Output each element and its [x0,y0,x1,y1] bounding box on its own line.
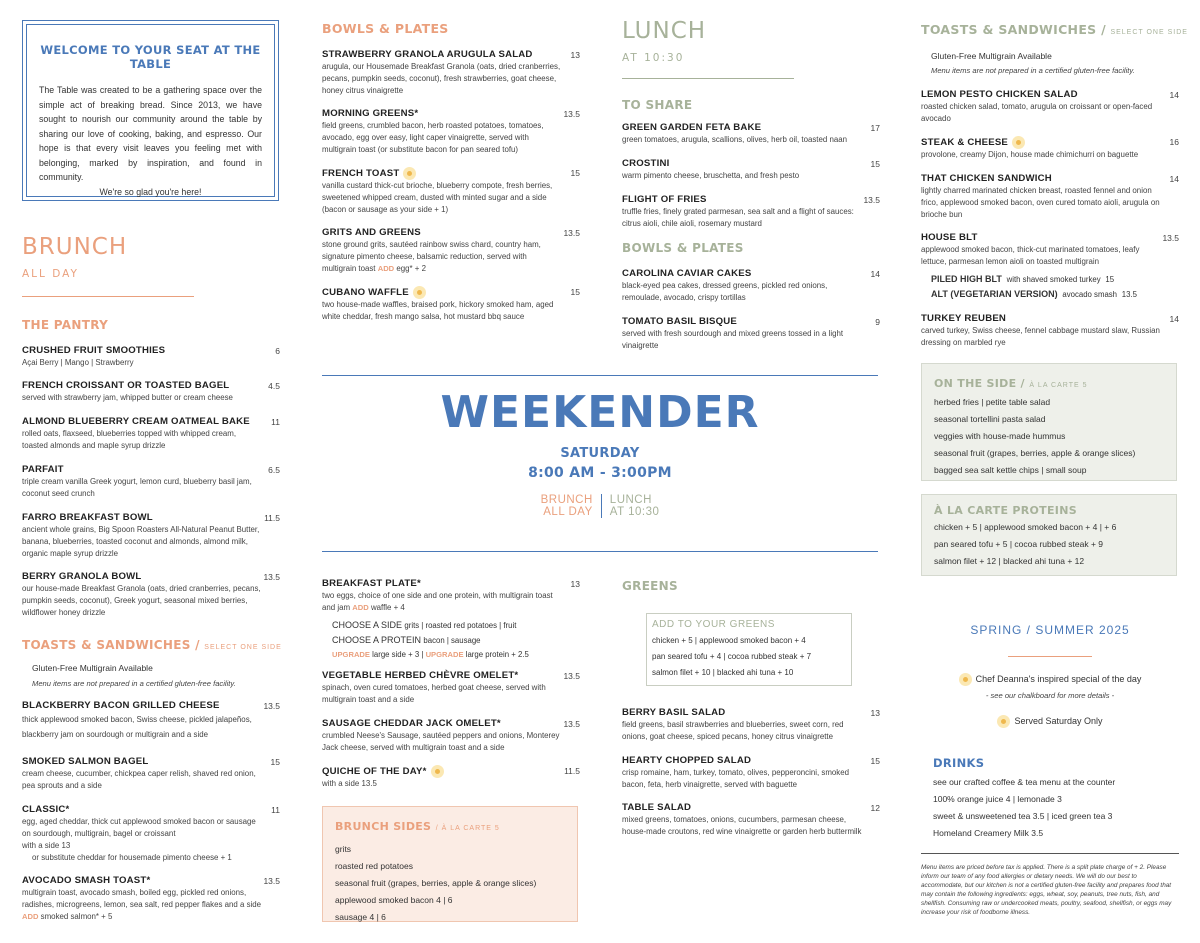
share-title: TO SHARE [622,98,693,112]
menu-item: HOUSE BLT 13.5 applewood smoked bacon, thick-cut marinated tomatoes, leafy lettuce, parmesan lemon aioli on toasted multigrain [921,232,1179,266]
welcome-body: The Table was created to be a gathering space over the simple act of breaking bread. Since 2013, we have sought to nourish our community around the table by sharing our love of cooking, baking, and espresso. Our hope is that every visit leaves you feeling met with belonging, marked by inspiration, and found in community. [39,85,262,182]
list-item: herbed fries | petite table salad [934,397,1051,407]
weekender-title: WEEKENDER [440,387,760,438]
lunch-title: LUNCH [622,18,707,44]
menu-item: BREAKFAST PLATE* 13 two eggs, choice of one side and one protein, with multigrain toast and jam ADD waffle + 4 [322,578,580,612]
list-item: chicken + 5 | applewood smoked bacon + 4 [652,636,806,645]
breakfast-options: CHOOSE A SIDE grits | roasted red potatoes | fruit CHOOSE A PROTEIN bacon | sausage UPGRADE large side + 3 | UPGRADE large protein + 2.5 [332,620,529,659]
menu-item: VEGETABLE HERBED CHÈVRE OMELET* 13.5 spinach, oven cured tomatoes, herbed goat cheese, served with multigrain toast and a side [322,670,580,704]
menu-item: CLASSIC* 11 egg, aged cheddar, thick cut applewood smoked bacon or sausage on sourdough, multigrain, bagel or croissant with a side 13 or substitute cheddar for housemade pimento cheese + 1 [22,804,280,862]
welcome-closing: We're so glad you're here! [99,186,202,197]
menu-item: QUICHE OF THE DAY* 11.5 with a side 13.5 [322,766,580,789]
menu-item: SAUSAGE CHEDDAR JACK OMELET* 13.5 crumbled Neese's Sausage, sautéed peppers and onions, Monterey Jack cheese, served with multigrain toast and a side [322,718,580,752]
list-item: seasonal fruit (grapes, berries, apple & orange slices) [335,878,537,888]
weekender-hours: 8:00 AM - 3:00PM [528,465,672,481]
greens-title: GREENS [622,579,678,593]
blt-variants: PILED HIGH BLT with shaved smoked turkey 15 ALT (VEGETARIAN VERSION) avocado smash 13.5 [931,274,1137,299]
sun-icon [413,286,426,299]
add-greens-title: ADD TO YOUR GREENS [652,619,775,630]
toasts-title: TOASTS & SANDWICHES / SELECT ONE SIDE [22,638,282,652]
sun-icon [959,673,972,686]
menu-item: SMOKED SALMON BAGEL 15 cream cheese, cucumber, chickpea caper relish, shaved red onion, pea sprouts and a side [22,756,280,790]
list-item: seasonal fruit (grapes, berries, apple & orange slices) [934,448,1136,458]
brunch-divider [22,296,194,297]
brunch-subtitle: ALL DAY [22,268,79,280]
special-line: Chef Deanna's inspired special of the day [921,673,1179,686]
menu-item: STRAWBERRY GRANOLA ARUGULA SALAD 13 arugula, our Housemade Breakfast Granola (oats, dried cranberries, pecans, pumpkin seeds, coconut), fresh strawberries, goat cheese, honey citrus vinaigrette [322,49,580,95]
list-item: salmon filet + 10 | blacked ahi tuna + 10 [652,668,794,677]
drinks-title: DRINKS [933,756,985,770]
menu-item: CUBANO WAFFLE 15 two house-made waffles, braised pork, hickory smoked ham, aged white cheddar, fresh mango salsa, hot mustard bbq sauce [322,287,580,322]
gf-note: Gluten-Free Multigrain Available [32,663,153,673]
brunch-title: BRUNCH [22,234,128,260]
list-item: salmon filet + 12 | blacked ahi tuna + 12 [934,556,1085,566]
sun-icon [1012,136,1025,149]
menu-item: THAT CHICKEN SANDWICH 14 lightly charred marinated chicken breast, roasted fennel and onion frico, applewood smoked bacon, oven cured tomato aioli, arugula on brioche bun [921,173,1179,219]
welcome-title: WELCOME TO YOUR SEAT AT THE TABLE [40,43,261,71]
menu-item: STEAK & CHEESE 16 provolone, creamy Dijon, house made chimichurri on baguette [921,137,1179,160]
weekender-block [322,388,878,518]
list-item: roasted red potatoes [335,861,413,871]
allergy-disclaimer: Menu items are priced before tax is applied. There is a split plate charge of + 2. Please inform our team of any food allergies or dietary needs. We will do our best to accommodate, but our kitchen is not a certified gluten-free facility and prepares food that may contain the following ingredients: eggs, wheat, soy, peanuts, tree nuts, fish, and shellfish. Consuming raw or undercooked meats, poultry, seafood, shellfish, or eggs may increase your risk of foodborne illness. [921,864,1172,916]
menu-item: TOMATO BASIL BISQUE 9 served with fresh sourdough and mixed greens tossed in a light vinaigrette [622,316,880,350]
menu-item: AVOCADO SMASH TOAST* 13.5 multigrain toast, avocado smash, boiled egg, pickled red onions, radishes, microgreens, lemon, sea salt, red pepper flakes and a side ADD smoked salmon* + 5 [22,875,280,921]
menu-item: FARRO BREAKFAST BOWL 11.5 ancient whole grains, Big Spoon Roasters All-Natural Peanut Butter, banana, blueberries, toasted coconut and almonds, almond milk, organic maple syrup drizzle [22,512,280,558]
menu-item: CROSTINI 15 warm pimento cheese, bruschetta, and fresh pesto [622,158,880,180]
list-item: sweet & unsweetened tea 3.5 | iced green tea 3 [933,811,1113,821]
list-item: 100% orange juice 4 | lemonade 3 [933,794,1062,804]
list-item: pan seared tofu + 5 | cocoa rubbed steak + 9 [934,539,1104,549]
proteins-box: À LA CARTE PROTEINS chicken + 5 | applewood smoked bacon + 4 | + 6 pan seared tofu + 5 | cocoa rubbed steak + 9 salmon filet + 12 | blacked ahi tuna + 12 [921,494,1177,576]
sun-icon [403,167,416,180]
gf-disclaimer: Menu items are not prepared in a certified gluten-free facility. [32,679,236,688]
menu-item: TURKEY REUBEN 14 carved turkey, Swiss cheese, fennel cabbage mustard slaw, Russian dressing on marbled rye [921,313,1179,347]
weekender-day: SATURDAY [560,446,640,461]
list-item: chicken + 5 | applewood smoked bacon + 4 | + 6 [934,522,1117,532]
lunch-subtitle: AT 10:30 [622,52,685,64]
menu-item: FRENCH CROISSANT OR TOASTED BAGEL 4.5 served with strawberry jam, whipped butter or cream cheese [22,380,280,402]
bowls-title: BOWLS & PLATES [322,21,449,36]
menu-item: FLIGHT OF FRIES 13.5 truffle fries, finely grated parmesan, sea salt and a flight of sauces: citrus aioli, chile aioli, rosemary mustard [622,194,880,228]
disclaimer-divider [921,853,1179,854]
menu-item: CRUSHED FRUIT SMOOTHIES 6 Açai Berry | Mango | Strawberry [22,345,280,367]
menu-item: TABLE SALAD 12 mixed greens, tomatoes, onions, cucumbers, parmesan cheese, house-made croutons, red wine vinaigrette or garden herb buttermilk [622,802,880,836]
weekender-bottom-divider [322,551,878,552]
menu-item: FRENCH TOAST 15 vanilla custard thick-cut brioche, blueberry compote, fresh berries, sweetened whipped cream, dusted with minted sugar and a side (bacon or sausage as your side + 1) [322,168,580,215]
pantry-title: THE PANTRY [22,318,109,332]
drinks-list [933,774,1179,842]
menu-item: BERRY GRANOLA BOWL 13.5 our house-made Breakfast Granola (oats, dried cranberries, pecans, pumpkin seeds, coconut), Greek yogurt, seasonal mixed berries, wildflower honey drizzle [22,571,280,617]
weekender-top-divider [322,375,878,376]
lunch-bowls-title: BOWLS & PLATES [622,241,744,255]
welcome-box [22,20,279,201]
list-item: sausage 4 | 6 [335,912,386,922]
menu-item: GRITS AND GREENS 13.5 stone ground grits, sautéed rainbow swiss chard, country ham, signature pimento cheese, balsamic reduction, served with multigrain toast ADD egg* + 2 [322,227,580,273]
menu-item: GREEN GARDEN FETA BAKE 17 green tomatoes, arugula, scallions, olives, herb oil, toasted naan [622,122,880,144]
sun-icon [997,715,1010,728]
gf-disclaimer: Menu items are not prepared in a certified gluten-free facility. [931,66,1135,75]
list-item: grits [335,844,352,854]
toasts2-title: TOASTS & SANDWICHES / SELECT ONE SIDE [921,22,1188,37]
season-title: SPRING / SUMMER 2025 [970,623,1130,637]
lunch-divider [622,78,794,79]
list-item: seasonal tortellini pasta salad [934,414,1046,424]
list-item: see our crafted coffee & tea menu at the counter [933,777,1116,787]
special-note: - see our chalkboard for more details - [985,691,1115,700]
list-item: bagged sea salt kettle chips | small soup [934,465,1087,475]
add-greens-box [646,613,852,686]
list-item: applewood smoked bacon 4 | 6 [335,895,453,905]
list-item: Homeland Creamery Milk 3.5 [933,828,1044,838]
menu-item: CAROLINA CAVIAR CAKES 14 black-eyed pea cakes, dressed greens, pickled red onions, remoulade, avocado, crispy tortillas [622,268,880,302]
menu-item: HEARTY CHOPPED SALAD 15 crisp romaine, ham, turkey, tomato, olives, pepperoncini, smoked bacon, feta, herb vinaigrette, served with baguette [622,755,880,789]
brunch-sides-box: BRUNCH SIDES / À LA CARTE 5 grits roasted red potatoes seasonal fruit (grapes, berries, apple & orange slices) applewood smoked bacon 4 | 6 sausage 4 | 6 [322,806,578,922]
sun-icon [431,765,444,778]
list-item: veggies with house-made hummus [934,431,1066,441]
menu-item: MORNING GREENS* 13.5 field greens, crumbled bacon, herb roasted potatoes, tomatoes, avocado, egg over easy, light caper vinaigrette, served with multigrain toast (or substitute bacon for pan seared tofu) [322,108,580,154]
on-the-side-box: ON THE SIDE / À LA CARTE 5 herbed fries | petite table salad seasonal tortellini pasta salad veggies with house-made hummus seasonal fruit (grapes, berries, apple & orange slices) bagged sea salt kettle chips | small soup [921,363,1177,481]
list-item: pan seared tofu + 4 | cocoa rubbed steak + 7 [652,652,812,661]
menu-item: ALMOND BLUEBERRY CREAM OATMEAL BAKE 11 rolled oats, flaxseed, blueberries topped with whipped cream, toasted almonds and maple syrup drizzle [22,416,280,450]
menu-item: LEMON PESTO CHICKEN SALAD 14 roasted chicken salad, tomato, arugula on croissant or open-faced avocado [921,89,1179,123]
season-divider [1008,656,1092,657]
gf-note: Gluten-Free Multigrain Available [931,51,1052,61]
weekender-times: BRUNCH ALL DAY LUNCH AT 10:30 [540,494,660,518]
menu-item: PARFAIT 6.5 triple cream vanilla Greek yogurt, lemon curd, blueberry basil jam, coconut seed crunch [22,464,280,498]
menu-item: BERRY BASIL SALAD 13 field greens, basil strawberries and blueberries, sweet corn, red onions, goat cheese, spiced pecans, honey citrus vinaigrette [622,707,880,741]
saturday-line: Served Saturday Only [921,715,1179,728]
menu-item: BLACKBERRY BACON GRILLED CHEESE 13.5 thick applewood smoked bacon, Swiss cheese, pickled jalapeños, blackberry jam on sourdough or multigrain and a side [22,700,280,739]
